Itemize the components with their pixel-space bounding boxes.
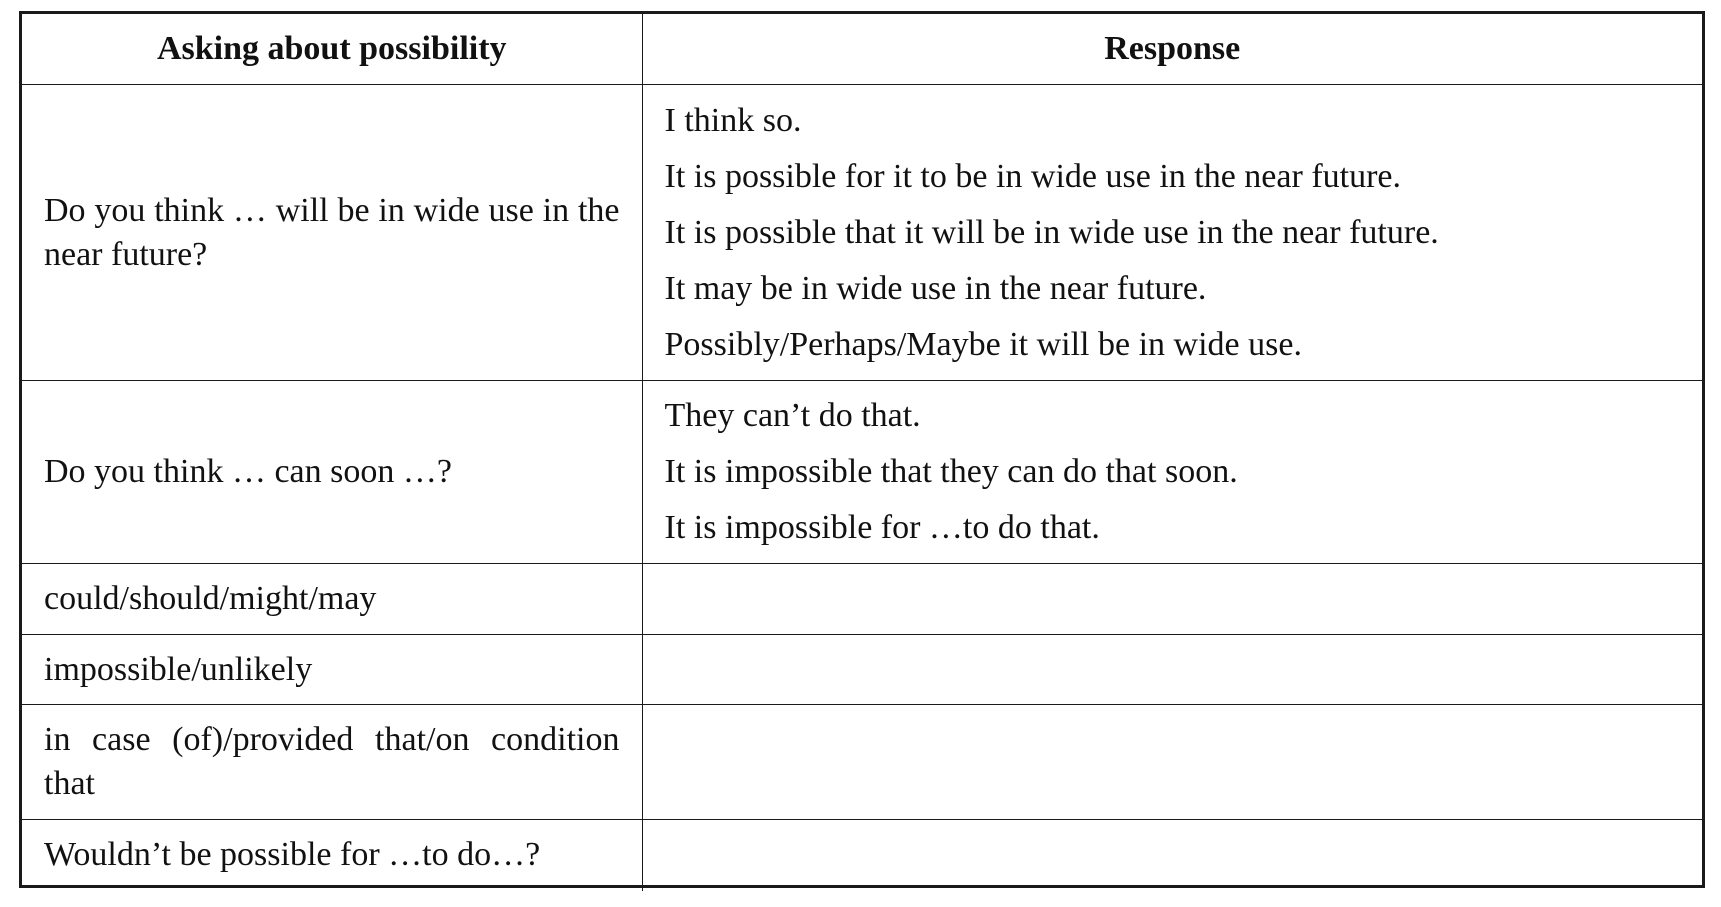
table-row [22, 85, 1702, 381]
ask-cell: in case (of)/provided that/on condition that [22, 705, 642, 820]
column-header-response: Response [642, 14, 1702, 85]
response-cell-empty [642, 564, 1702, 635]
ask-cell: Do you think … can soon …? [22, 381, 642, 564]
table-row [22, 820, 1702, 891]
ask-cell: could/should/might/may [22, 564, 642, 635]
response-cell [642, 381, 1702, 564]
response-line: It is possible that it will be in wide use in the near future. [664, 213, 1439, 251]
ask-cell: Wouldn’t be possible for …to do…? [22, 820, 642, 891]
column-header-asking: Asking about possibility [22, 14, 642, 85]
response-line: It is impossible for …to do that. [664, 509, 1100, 546]
response-cell-empty [642, 635, 1702, 705]
response-line: I think so. [664, 101, 802, 139]
response-cell-empty [642, 705, 1702, 820]
response-cell [642, 85, 1702, 381]
table-row [22, 381, 1702, 564]
ask-cell: impossible/unlikely [22, 635, 642, 705]
table-row [22, 564, 1702, 635]
response-line: It is possible for it to be in wide use in the near future. [664, 157, 1401, 195]
table-row [22, 705, 1702, 820]
table-row [22, 635, 1702, 705]
response-line: They can’t do that. [664, 397, 921, 434]
response-line: It is impossible that they can do that soon. [664, 453, 1238, 490]
ask-cell: Do you think … will be in wide use in the near future? [22, 85, 642, 381]
response-cell-empty [642, 820, 1702, 891]
response-line: It may be in wide use in the near future. [664, 269, 1207, 307]
table-grid [22, 14, 1702, 891]
response-line: Possibly/Perhaps/Maybe it will be in wide use. [664, 325, 1302, 363]
header-row [22, 14, 1702, 85]
possibility-table [19, 11, 1705, 888]
